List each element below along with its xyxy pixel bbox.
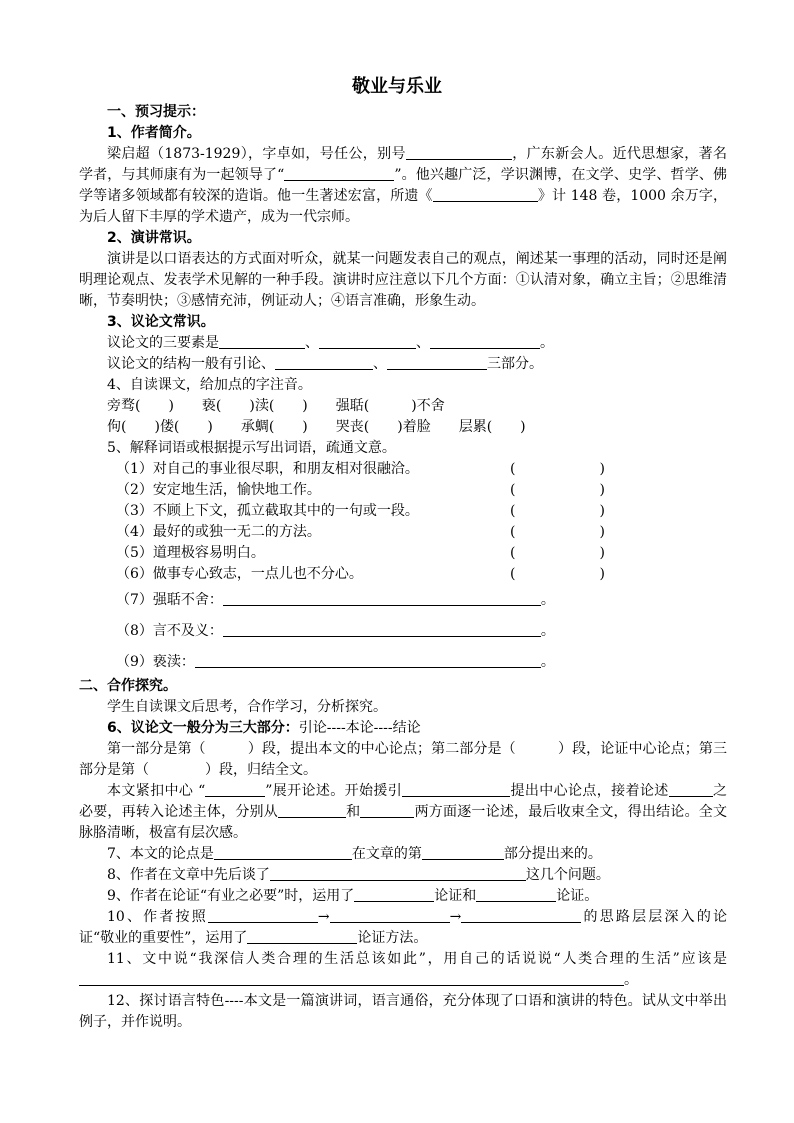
- blank-step-1[interactable]: [208, 908, 318, 923]
- definition-row: （4）最好的或独一无二的方法。 ( ): [79, 522, 727, 543]
- question-5: 5、解释词语或根据提示写出词语，疏通文意。: [107, 440, 396, 456]
- question-11: 11、文中说“我深信人类合理的生活总该如此”，用自己的话说说“人类合理的生活”应该是。: [79, 949, 727, 991]
- blank-aspect-1[interactable]: [278, 803, 346, 818]
- blank-step-2[interactable]: [330, 908, 450, 923]
- definition-row: （6）做事专心致志，一点儿也不分心。 ( ): [79, 564, 727, 585]
- blank-necessity[interactable]: [669, 782, 713, 797]
- author-bio: 梁启超（1873-1929），字卓如，号任公，别号 ，广东新会人。近代思想家，著名学者，与其师康有为一起领导了“ ”。他兴趣广泛，学识渊博，在文学、史学、哲学、佛学等诸多领域都有较深的造诣。他一生著述宏富，所遗《 》计 148 卷，1000 余万字，为后人留下丰厚的学术遗产，成为一代宗师。: [79, 146, 728, 225]
- page-title: 敬业与乐业: [352, 76, 442, 97]
- blank-reasonable-life[interactable]: [79, 971, 624, 986]
- speech-text: 演讲是以口语表达的方式面对听众，就某一问题发表自己的观点，阐述某一事理的活动，同时还是阐明理论观点、发表学术见解的一种手段。演讲时应注意以下几个方面：①认清对象，确立主旨；②思维清晰，节奏明快；③感情充沛，例证动人；④语言准确，形象生动。: [79, 251, 727, 309]
- definition-row: （3）不顾上下文，孤立截取其中的一句或一段。 ( ): [79, 501, 727, 522]
- definition-7: （7）强聒不舍： 。: [116, 592, 555, 608]
- definition-9: （9）亵渎： 。: [116, 654, 555, 670]
- answer-bracket[interactable]: ( ): [510, 503, 605, 519]
- question-8: 8、作者在文章中先后谈了 这几个问题。: [107, 867, 610, 883]
- question-12: 12、探讨语言特色----本文是一篇演讲词，语言通俗，充分体现了口语和演讲的特色。试从文中举出例子，并作说明。: [79, 993, 727, 1030]
- section-1-header: 一、预习提示：: [107, 104, 205, 120]
- blank-method-1[interactable]: [354, 887, 434, 902]
- blank-step-3[interactable]: [461, 908, 581, 923]
- blank-element-3[interactable]: [430, 334, 540, 349]
- blank-element-2[interactable]: [319, 334, 416, 349]
- blank-element-1[interactable]: [219, 334, 305, 349]
- blank-def-8[interactable]: [223, 622, 541, 637]
- structure: 议论文的结构一般有引论、 、 三部分。: [107, 356, 543, 372]
- blank-def-7[interactable]: [223, 591, 541, 606]
- heading-speech: 2、演讲常识。: [107, 230, 201, 246]
- question-4: 4、自读课文，给加点的字注音。: [107, 377, 312, 393]
- pinyin-row-1: 旁骛( ) 亵( )渎( ) 强聒( )不舍: [107, 398, 445, 414]
- answer-bracket[interactable]: ( ): [510, 461, 605, 477]
- blank-method-3[interactable]: [247, 929, 357, 944]
- three-parts: 第一部分是第（ ）段，提出本文的中心论点；第二部分是（ ）段，论证中心论点；第三部分是第（ ）段，归结全文。: [79, 741, 727, 778]
- heading-argument: 3、议论文常识。: [107, 314, 215, 330]
- heading-author-intro: 1、作者简介。: [107, 125, 201, 141]
- question-6: 6、议论文一般分为三大部分：引论----本论----结论: [107, 720, 421, 736]
- section-2-header: 二、合作探究。: [79, 678, 177, 694]
- blank-pen-name[interactable]: [406, 145, 512, 160]
- blank-structure-1[interactable]: [275, 355, 373, 370]
- definition-row: （5）道理极容易明白。 ( ): [79, 543, 727, 564]
- blank-structure-2[interactable]: [387, 355, 487, 370]
- blank-works[interactable]: [433, 187, 538, 202]
- blank-part[interactable]: [422, 845, 504, 860]
- blank-centre[interactable]: [205, 782, 265, 797]
- three-elements: 议论文的三要素是 、 、 。: [107, 335, 554, 351]
- blank-method-2[interactable]: [476, 887, 556, 902]
- answer-bracket[interactable]: ( ): [510, 545, 605, 561]
- blank-def-9[interactable]: [195, 653, 541, 668]
- question-7: 7、本文的论点是 在文章的第 部分提出来的。: [107, 846, 602, 862]
- blank-movement[interactable]: [284, 166, 394, 181]
- question-9: 9、作者在论证“有业之必要”时，运用了 论证和 论证。: [107, 888, 599, 904]
- cooperation-intro: 学生自读课文后思考，合作学习，分析探究。: [107, 699, 387, 715]
- blank-cited[interactable]: [402, 782, 510, 797]
- centre-argument: 本文紧扣中心 “ ”展开论述。开始援引 提出中心论点，接着论述 之必要，再转入论述主体，分别从 和 两方面逐一论述，最后收束全文，得出结论。全文脉胳清晰，极富有层次感。: [79, 783, 728, 841]
- blank-issues[interactable]: [270, 866, 526, 881]
- question-10: 10、作者按照 → → 的思路层层深入的论证“敬业的重要性”，运用了 论证方法。: [79, 909, 727, 946]
- pinyin-row-2: 佝( )偻( ) 承蜩( ) 哭丧( )着脸 层累( ): [107, 419, 526, 435]
- worksheet-content: [79, 102, 727, 1033]
- definition-row: （1）对自己的事业很尽职，和朋友相对很融洽。 ( ): [79, 459, 727, 480]
- answer-bracket[interactable]: ( ): [510, 482, 605, 498]
- blank-aspect-2[interactable]: [360, 803, 414, 818]
- answer-bracket[interactable]: ( ): [510, 566, 605, 582]
- blank-thesis[interactable]: [214, 845, 352, 860]
- definition-row: （2）安定地生活，愉快地工作。 ( ): [79, 480, 727, 501]
- definition-8: （8）言不及义： 。: [116, 623, 555, 639]
- answer-bracket[interactable]: ( ): [510, 524, 605, 540]
